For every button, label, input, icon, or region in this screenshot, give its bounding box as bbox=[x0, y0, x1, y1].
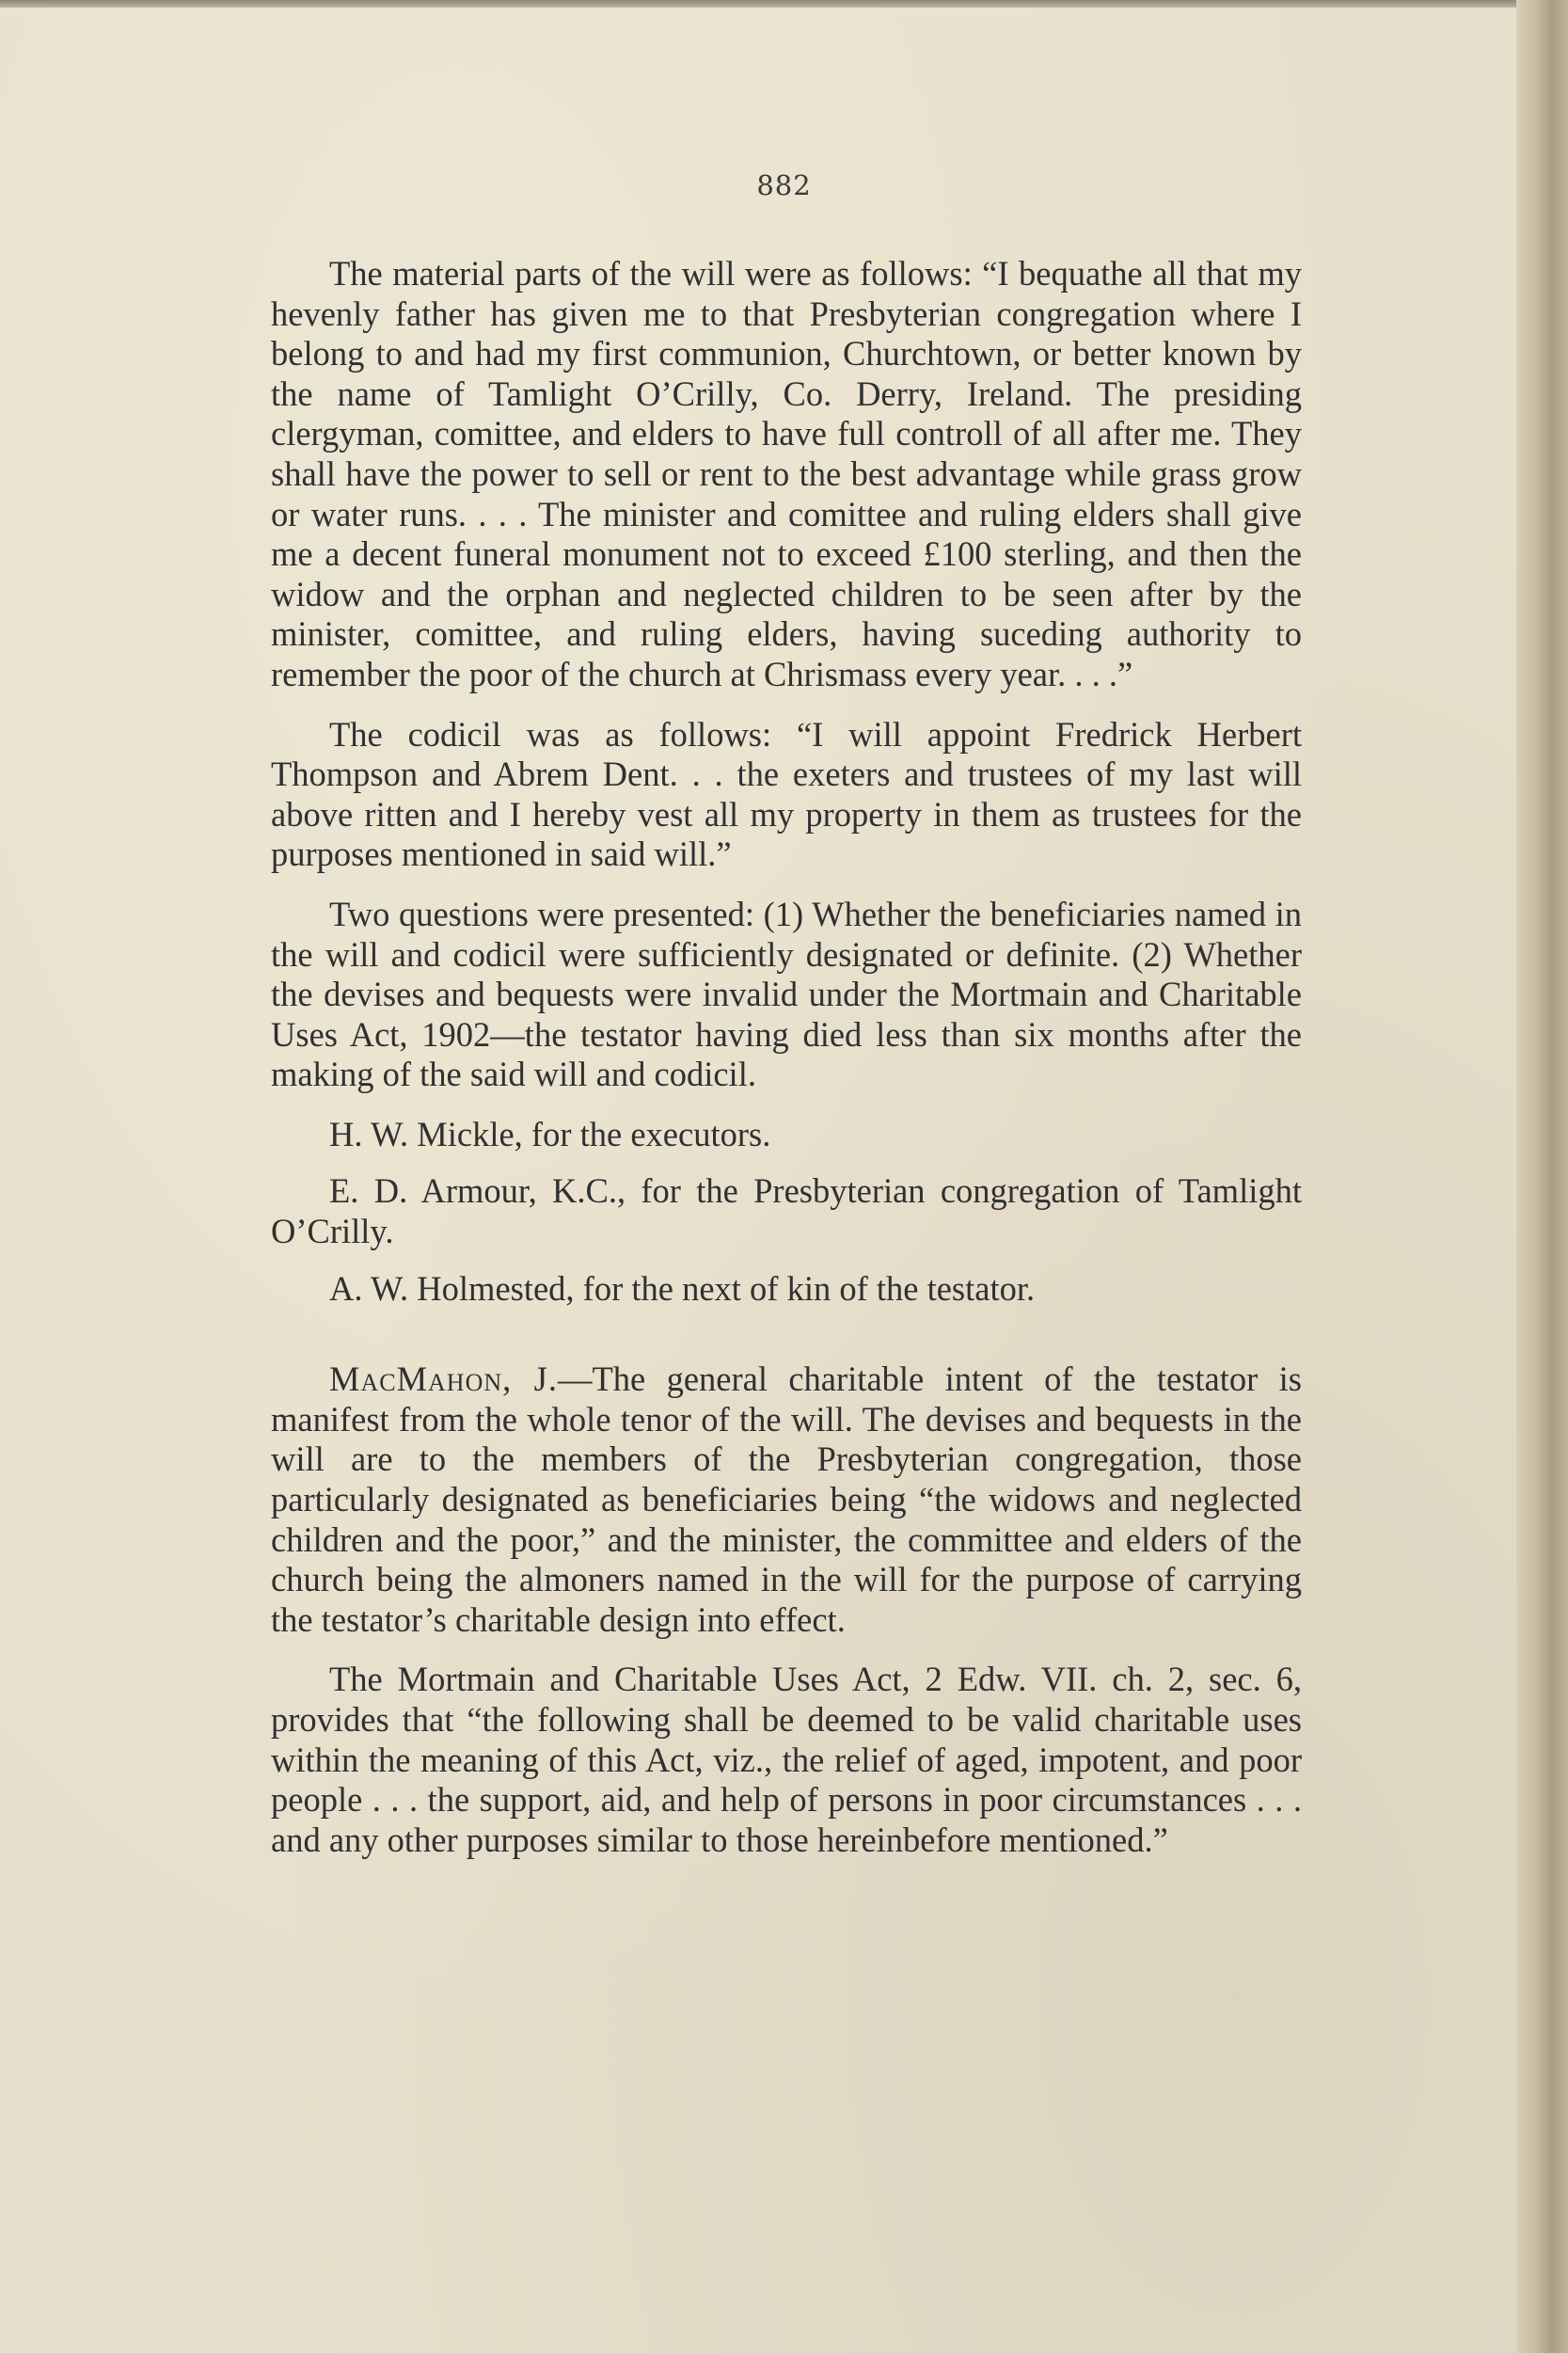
questions-paragraph: Two questions were presented: (1) Whether the beneficiaries named in the will and codicil were sufficiently designated or definite. (2) Whether the devises and bequests were invalid under the Mortmain and Charitable Uses Act, 1902—the testator having died less than six months after the making of the said will and codicil. bbox=[271, 894, 1302, 1094]
binding-edge bbox=[1516, 0, 1568, 2353]
counsel-congregation: E. D. Armour, K.C., for the Presbyterian congregation of Tamlight O’Crilly. bbox=[271, 1171, 1302, 1251]
judgment-text: —The general charitable intent of the testator is manifest from the whole tenor of the will. The devises and bequests in the will are to the members of the Presbyterian congregation, those particularly designated as beneficiaries being “the widows and neglected children and the poor,” and the minister, the committee and elders of the church being the almoners named in the will for the purpose of carrying the testator’s charitable design into effect. bbox=[271, 1359, 1302, 1639]
statute-paragraph: The Mortmain and Charitable Uses Act, 2 Edw. VII. ch. 2, sec. 6, provides that “the following shall be deemed to be valid charitable uses within the meaning of this Act, viz., the relief of aged, impotent, and poor people . . . the support, aid, and help of persons in poor circumstances . . . and any other purposes similar to those hereinbefore mentioned.” bbox=[271, 1660, 1302, 1859]
will-paragraph: The material parts of the will were as follows: “I bequathe all that my hevenly father has given me to that Presbyterian congregation where I belong to and had my first communion, Churchtown, or better known by the name of Tamlight O’Crilly, Co. Derry, Ireland. The presiding clergyman, comittee, and elders to have full controll of all after me. They shall have the power to sell or rent to the best advantage while grass grow or water runs. . . . The minister and comittee and ruling elders shall give me a decent funeral monument not to exceed £100 sterling, and then the widow and the orphan and neglected children to be seen after by the minister, comittee, and ruling elders, having suceding authority to remember the poor of the church at Chrismass every year. . . .” bbox=[271, 254, 1302, 693]
judgment-paragraph bbox=[271, 1359, 1302, 1640]
body-text bbox=[271, 254, 1302, 1880]
top-edge-rule bbox=[0, 0, 1543, 8]
judge-name: MacMahon, J. bbox=[329, 1359, 558, 1399]
counsel-next-of-kin: A. W. Holmested, for the next of kin of the testator. bbox=[329, 1268, 1036, 1308]
page-number: 882 bbox=[756, 169, 812, 201]
codicil-paragraph: The codicil was as follows: “I will appoint Fredrick Herbert Thompson and Abrem Dent. . . the exeters and trustees of my last will above ritten and I hereby vest all my property in them as trustees for the purposes mentioned in said will.” bbox=[271, 714, 1302, 874]
counsel-executors: H. W. Mickle, for the executors. bbox=[329, 1114, 771, 1153]
